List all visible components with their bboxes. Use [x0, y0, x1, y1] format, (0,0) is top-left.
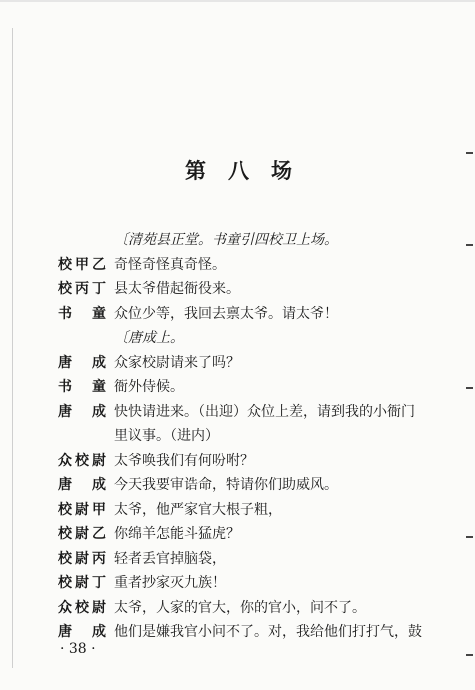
dialogue-text: 你绵羊怎能斗猛虎？	[114, 526, 240, 542]
speaker-name: 校尉丙	[58, 550, 106, 567]
dialogue-text: 衙外侍候。	[114, 379, 184, 395]
edge-mark	[466, 654, 473, 656]
binding-edge	[12, 28, 13, 668]
stage-direction: 〔清苑县正堂。书童引四校卫上场。	[114, 232, 338, 248]
dialogue-text: 重者抄家灭九族！	[114, 575, 226, 591]
speaker-name: 校尉乙	[58, 526, 106, 542]
speaker-name: 唐成	[58, 354, 106, 371]
edge-mark	[466, 536, 473, 538]
edge-mark	[466, 387, 473, 389]
dialogue-text: 众位少等，我回去禀太爷。请太爷！	[114, 305, 338, 322]
speaker-name: 校丙丁	[58, 281, 106, 297]
dialogue-text: 他们是嫌我官小问不了。对，我给他们打打气，鼓	[114, 624, 422, 640]
speaker-name: 唐成	[58, 403, 106, 420]
speaker-name: 众校尉	[58, 452, 106, 469]
stage-direction: 〔唐成上。	[114, 330, 184, 346]
speaker-name: 众校尉	[58, 599, 106, 616]
edge-mark	[466, 152, 473, 154]
dialogue-text: 快快请进来。（出迎）众位上差，请到我的小衙门	[114, 403, 415, 420]
dialogue-text: 众家校尉请来了吗？	[114, 354, 240, 371]
dialogue-text: 轻者丢官掉脑袋，	[114, 550, 226, 567]
speaker-name: 校甲乙	[58, 256, 106, 273]
dialogue-text: 今天我要审诰命，特请你们助威风。	[114, 477, 338, 493]
edge-mark	[466, 244, 473, 246]
dialogue-text: 太爷，人家的官大，你的官小，问不了。	[114, 599, 366, 616]
speaker-name: 校尉甲	[58, 501, 106, 518]
dialogue-text: 里议事。（进内）	[114, 428, 219, 444]
speaker-name: 唐成	[58, 477, 106, 493]
dialogue-text: 县太爷借起衙役来。	[114, 281, 240, 297]
speaker-name: 书童	[58, 379, 106, 395]
speaker-name: 校尉丁	[58, 575, 106, 591]
speaker-name: 书童	[58, 305, 106, 322]
dialogue-text: 奇怪奇怪真奇怪。	[114, 256, 226, 273]
top-edge	[0, 0, 475, 2]
page-number: · 38 ·	[60, 641, 96, 657]
scene-title: 第八场	[185, 158, 314, 183]
dialogue-text: 太爷，他严家官大根子粗，	[114, 501, 282, 518]
dialogue-text: 太爷唤我们有何吩咐？	[114, 452, 254, 469]
speaker-name: 唐成	[58, 624, 106, 640]
